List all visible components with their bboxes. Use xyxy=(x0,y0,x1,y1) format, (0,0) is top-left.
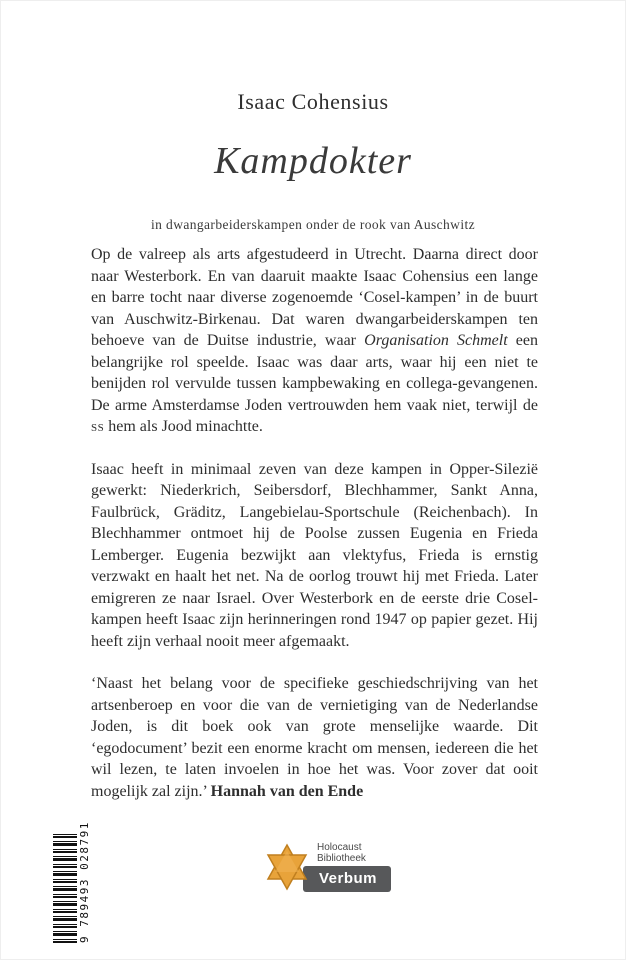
quote-attribution: Hannah van den Ende xyxy=(210,782,364,800)
paragraph-1-smallcaps: ss xyxy=(91,418,105,435)
barcode-rotated-block xyxy=(53,821,91,943)
paragraph-1 xyxy=(91,244,538,438)
quote-text: ‘Naast het belang voor de specifieke geschiedschrijving van het artsenberoep en voor die van de vernietiging van de Nederlandse Joden, is dit boek ook van grote menselijke waarde. Dit ‘egodocument’ bezit een enorme kracht om mensen, iedereen die het wil lezen, te laten invoelen in hoe het was. Voor zover dat ooit mogelijk zal zijn.’ xyxy=(91,675,538,800)
publisher-imprint: Verbum xyxy=(303,866,391,892)
star-of-david-icon xyxy=(263,843,311,891)
author-name: Isaac Cohensius xyxy=(237,89,389,114)
barcode-bars xyxy=(53,833,77,943)
barcode-number: 9 789493 028791 xyxy=(78,821,91,943)
book-title: Kampdokter xyxy=(214,140,412,182)
quote-paragraph xyxy=(91,673,538,802)
cover-header xyxy=(1,89,625,233)
publisher-text-block xyxy=(303,842,391,892)
paragraph-2: Isaac heeft in minimaal zeven van deze kampen in Opper-Silezië gewerkt: Niederkrich, Seibersdorf, Blechhammer, Sankt Anna, Faulbrück, Gräditz, Langebielau-Sportschule (Reichenbach). In Blechhammer ontmoet hij de Poolse zussen Eugenia en Frieda Lemberger. Eugenia bezwijkt aan vlektyfus, Frieda is ernstig verzwakt en haalt het net. Na de oorlog trouwt hij met Frieda. Later emigreren ze naar Israel. Over Westerbork en de eerste drie Cosel-kampen heeft Isaac zijn herinneringen rond 1947 op papier gezet. Hij heeft zijn verhaal nooit meer afgemaakt. xyxy=(91,460,538,650)
blurb-text xyxy=(91,244,538,823)
book-subtitle: in dwangarbeiderskampen onder de rook van Auschwitz xyxy=(150,217,476,232)
paragraph-1-part2: een belangrijke rol speelde. Isaac was daar arts, waar hij een niet te benijden rol vervulde tussen kampbewaking en collega-gevangenen. De arme Amsterdamse Joden vertrouwden hem vaak niet, terwijl de xyxy=(91,332,539,414)
paragraph-1-italic-phrase: Organisation Schmelt xyxy=(364,332,508,349)
publisher-series-line2: Bibliotheek xyxy=(317,853,366,864)
publisher-logo xyxy=(263,842,391,892)
publisher-series-line1: Holocaust xyxy=(317,842,362,853)
paragraph-1-part3: hem als Jood minachtte. xyxy=(104,418,263,435)
paragraph-1-part1: Op de valreep als arts afgestudeerd in Utrecht. Daarna direct door naar Westerbork. En van daaruit maakte Isaac Cohensius een lange en barre tocht naar diverse zogenoemde ‘Cosel-kampen’ in de buurt van Auschwitz-Birkenau. Dat waren dwangarbeiderskampen ten behoeve van de Duitse industrie, waar xyxy=(91,246,538,349)
